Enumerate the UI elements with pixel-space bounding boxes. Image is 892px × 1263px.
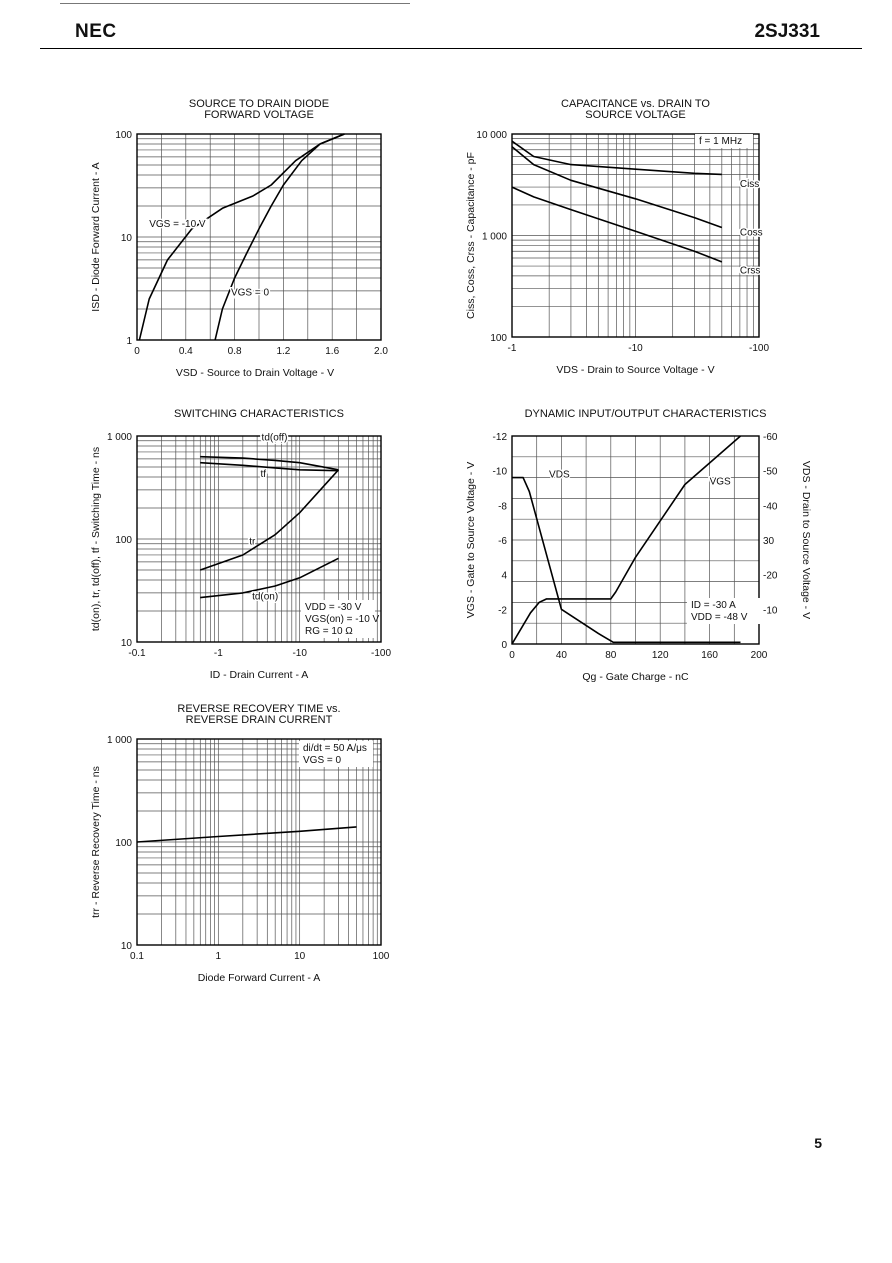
curve-label: VGS [709,476,731,488]
x-tick-label: 1.2 [276,346,291,357]
y2-tick-label: -10 [763,605,778,617]
x-tick-label: 1 [215,951,222,962]
chart-note: di/dt = 50 A/μs [303,743,367,754]
y-tick-label: 1 000 [106,735,132,746]
y-tick-label: 10 000 [476,130,507,141]
chart-note: VDD = -48 V [691,612,748,623]
curve-label: td(on) [252,591,279,603]
curve-label: Coss [739,227,763,239]
y-tick-label: 10 [120,941,132,952]
x-tick-label: 0.4 [178,346,193,357]
chart-note: VDD = -30 V [305,602,362,613]
y-tick-label: 100 [115,838,132,849]
curve-label: Ciss [739,179,760,191]
curve-label: tf [260,468,267,480]
x-tick-label: -100 [748,343,770,354]
x-tick-label: 200 [750,650,768,661]
curve-label: Crss [739,265,761,277]
chart-title: DYNAMIC INPUT/OUTPUT CHARACTERISTICS [524,408,767,420]
curve-label: tr [249,536,256,548]
page-number: 5 [814,1135,822,1151]
x-tick-label: 0 [134,346,140,357]
y-axis-label: Ciss, Coss, Crss - Capacitance - pF [465,152,477,319]
y2-tick-label: -20 [763,570,778,582]
y2-axis-label: VDS - Drain to Source Voltage - V [800,460,812,620]
chart-note: VGS(on) = -10 V [305,614,380,625]
chart-title: FORWARD VOLTAGE [204,109,314,121]
y-axis-label: td(on), tr, td(off), tf - Switching Time - ns [90,446,102,632]
x-tick-label: 0.8 [227,346,242,357]
y-tick-label: -6 [498,536,507,547]
chart-note: f = 1 MHz [699,136,743,147]
y-tick-label: -8 [498,501,507,513]
x-tick-label: -1 [213,648,223,659]
x-axis-label: VDS - Drain to Source Voltage - V [556,364,715,376]
y-axis-label: ISD - Diode Forward Current - A [90,162,102,312]
curve-label: td(off) [261,432,288,444]
chart-title: SWITCHING CHARACTERISTICS [174,408,344,420]
chart-note: VGS = 0 [303,755,342,766]
x-tick-label: 100 [372,951,390,962]
chart-title: SOURCE TO DRAIN DIODE [188,98,330,110]
x-tick-label: 10 [294,951,306,962]
x-tick-label: 80 [605,650,617,661]
x-tick-label: 1.6 [325,346,340,357]
x-tick-label: 120 [651,650,669,661]
chart-note: ID = -30 A [691,600,736,611]
y-tick-label: 100 [115,535,132,546]
y2-tick-label: -40 [763,501,778,513]
x-axis-label: Qg - Gate Charge - nC [582,671,689,683]
y2-tick-label: -60 [763,432,778,443]
series-line [512,187,722,262]
curve-label: VGS = 0 [230,287,270,299]
chart-title: REVERSE DRAIN CURRENT [185,714,333,726]
y2-tick-label: 30 [763,536,775,547]
y-tick-label: 1 000 [481,231,507,243]
part-number: 2SJ331 [754,21,820,42]
x-tick-label: 2.0 [374,346,388,357]
x-tick-label: 40 [555,650,567,661]
curve-label: VGS = -10 V [149,219,206,231]
x-tick-label: -1 [507,343,517,354]
x-axis-label: ID - Drain Current - A [209,669,309,681]
y-tick-label: 0 [501,640,507,651]
x-tick-label: -10 [628,343,643,354]
chart-title: SOURCE VOLTAGE [585,109,686,121]
y-tick-label: 10 [120,233,132,244]
x-tick-label: -10 [292,648,307,659]
y-tick-label: 100 [490,333,507,344]
y-tick-label: 4 [501,570,507,582]
chart-note: RG = 10 Ω [305,626,353,637]
series-line [137,827,357,842]
x-axis-label: Diode Forward Current - A [197,972,321,984]
x-tick-label: -100 [370,648,392,659]
y-tick-label: 1 000 [106,432,132,443]
x-tick-label: -0.1 [128,648,146,659]
y-tick-label: -10 [492,466,507,478]
y-axis-label: VGS - Gate to Source Voltage - V [465,461,477,619]
x-axis-label: VSD - Source to Drain Voltage - V [175,367,335,379]
x-tick-label: 160 [701,650,718,661]
curve-label: VDS [549,469,570,481]
y2-tick-label: -50 [763,466,778,478]
y-tick-label: -2 [498,605,507,617]
y-tick-label: 10 [120,638,132,649]
y-tick-label: 1 [126,336,132,347]
x-tick-label: 0 [509,650,515,661]
brand-logo: NEC [75,21,117,42]
x-tick-label: 0.1 [130,951,144,962]
y-tick-label: 100 [115,130,132,141]
y-axis-label: trr - Reverse Recovery Time - ns [90,766,102,918]
chart-title: CAPACITANCE vs. DRAIN TO [561,98,710,110]
y-tick-label: -12 [492,432,507,443]
chart-title: REVERSE RECOVERY TIME vs. [177,703,341,715]
